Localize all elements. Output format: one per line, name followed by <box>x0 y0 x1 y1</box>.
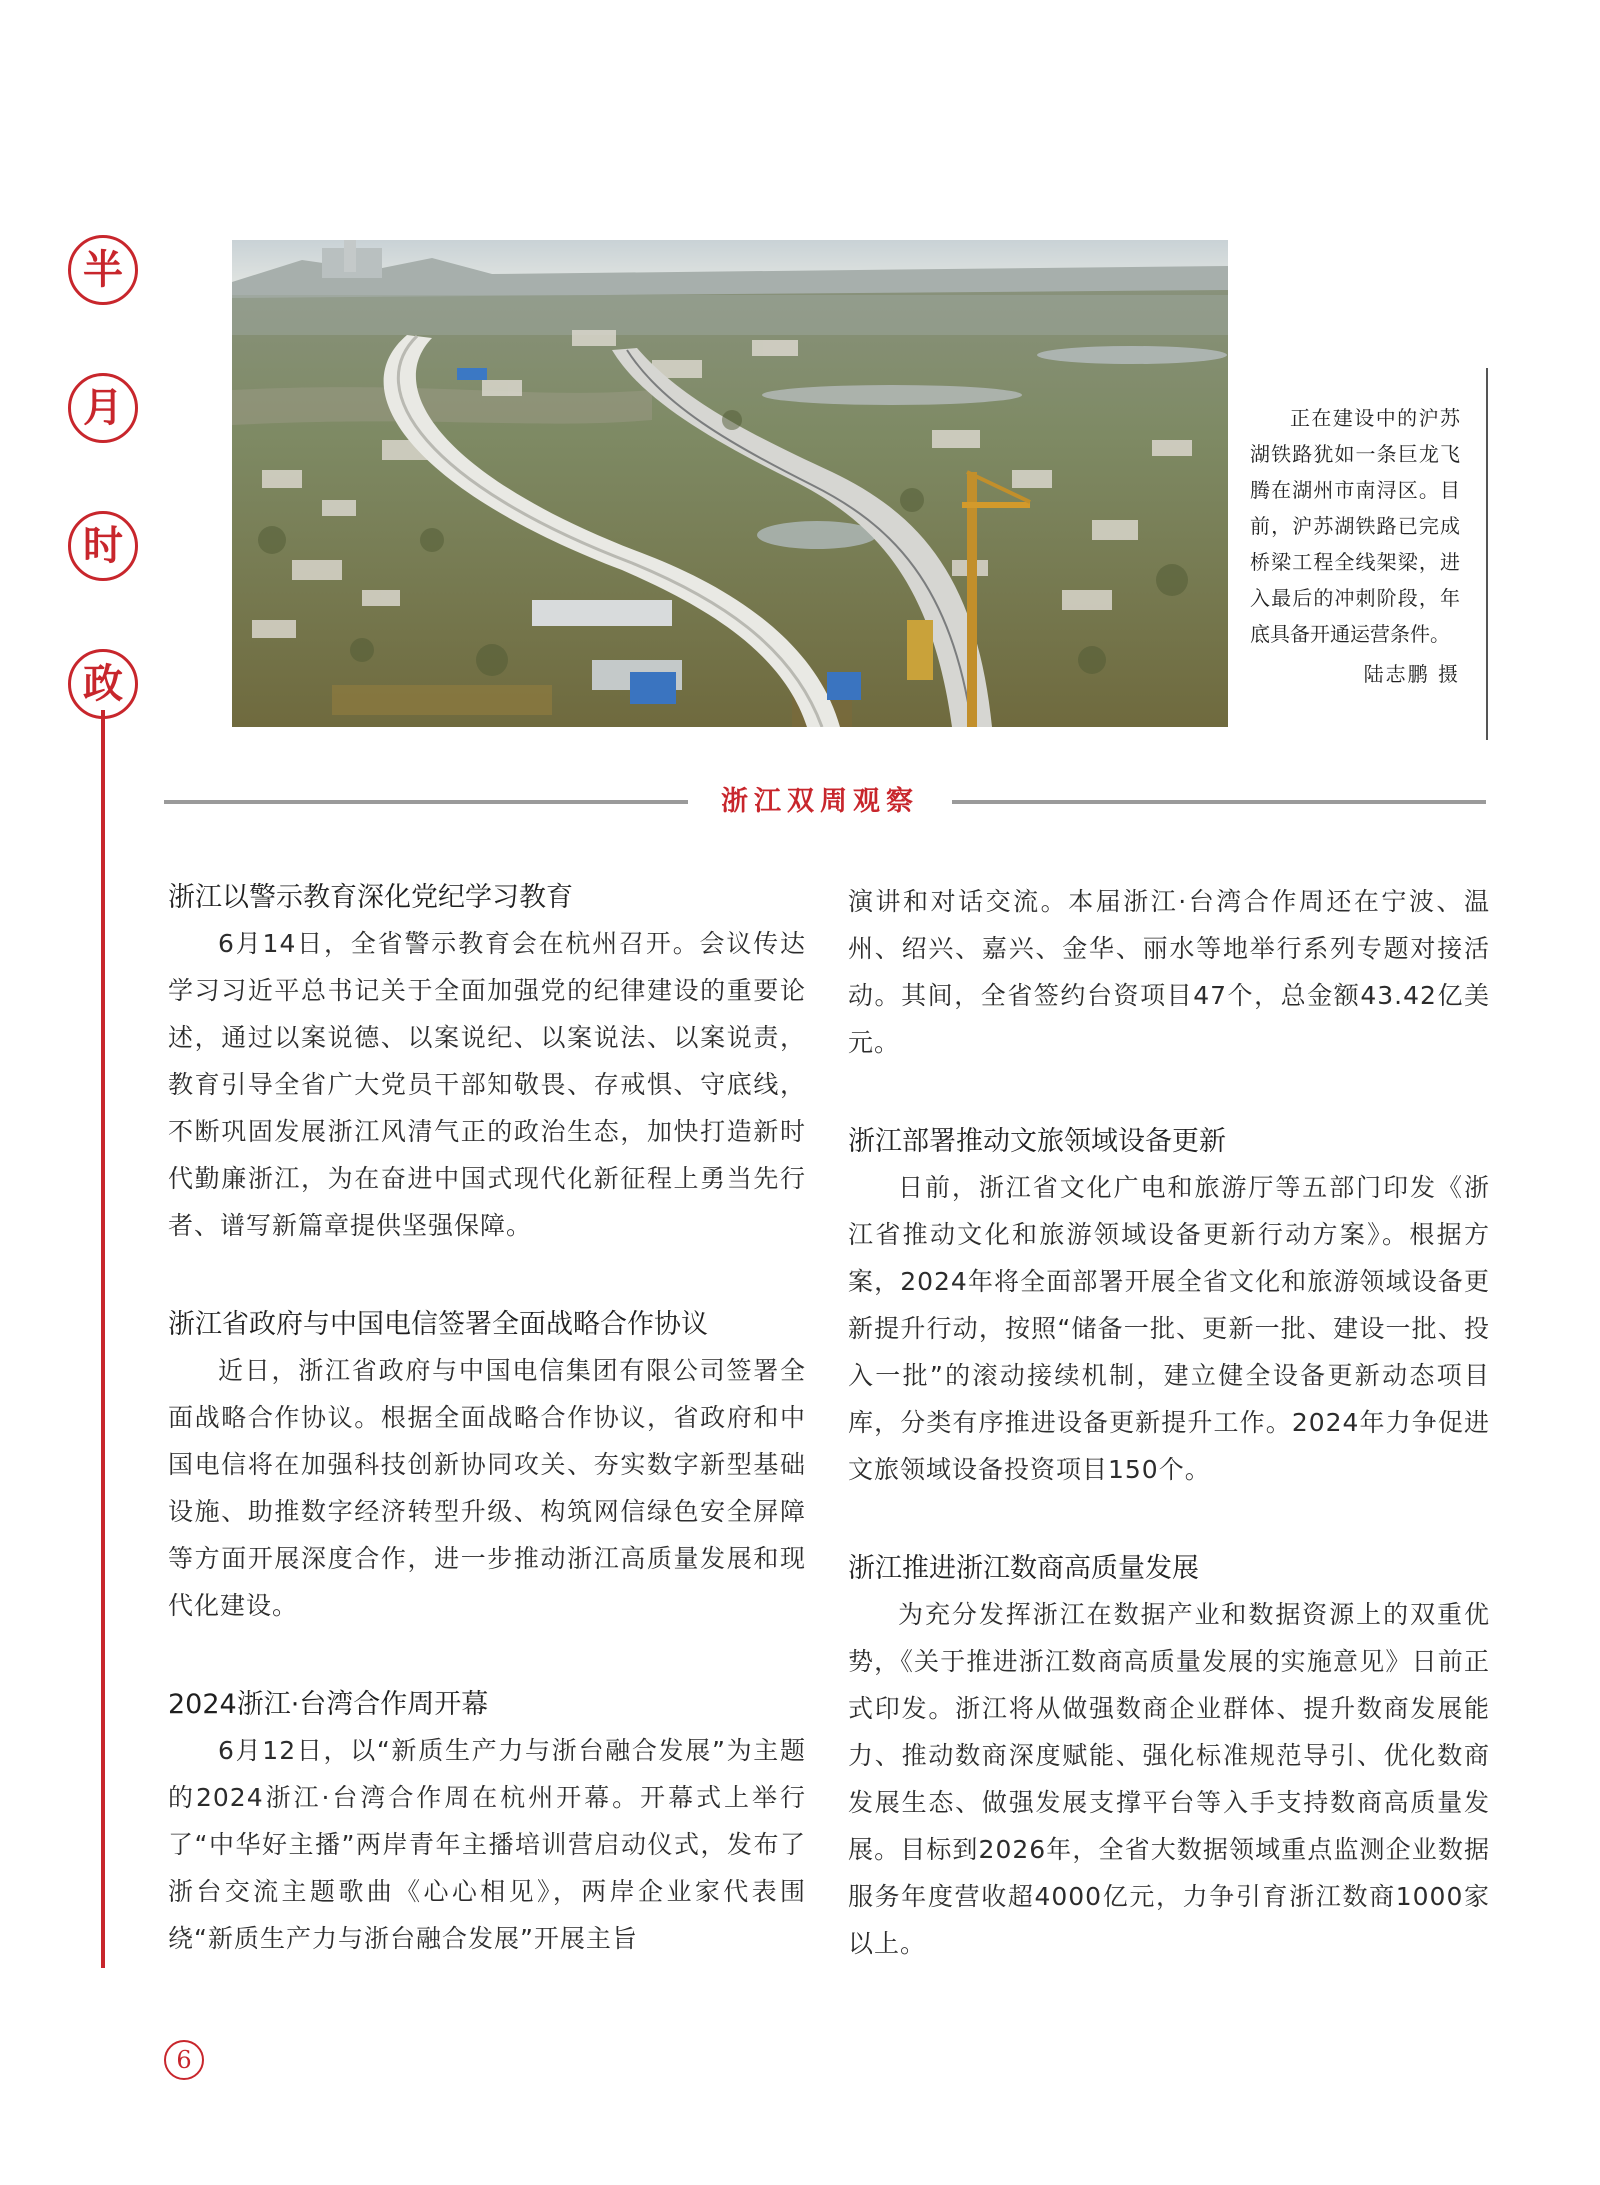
article-title: 浙江以警示教育深化党纪学习教育 <box>168 882 573 913</box>
column-title-char: 月 <box>68 373 138 443</box>
vertical-red-rule <box>101 710 105 1968</box>
article <box>168 1305 806 1629</box>
article-body: 为充分发挥浙江在数据产业和数据资源上的双重优势，《关于推进浙江数商高质量发展的实施意见》日前正式印发。浙江将从做强数商企业群体、提升数商发展能力、推动数商深度赋能、强化标准规范导引、优化数商发展生态、做强发展支撑平台等入手支持数商高质量发展。目标到2026年，全省大数据领域重点监测企业数据服务年度营收超4000亿元，力争引育浙江数商1000家以上。 <box>848 1600 1490 1958</box>
railway-photo-illustration <box>232 240 1228 727</box>
article-title: 浙江推进浙江数商高质量发展 <box>848 1553 1199 1584</box>
article-body: 6月12日，以“新质生产力与浙台融合发展”为主题的2024浙江·台湾合作周在杭州开幕。开幕式上举行了“中华好主播”两岸青年主播培训营启动仪式，发布了浙台交流主题歌曲《心心相见》，两岸企业家代表围绕“新质生产力与浙台融合发展”开展主旨 <box>168 1736 806 1953</box>
caption-divider <box>1486 368 1488 740</box>
section-title: 浙江双周观察 <box>721 786 919 817</box>
left-column <box>168 878 806 1962</box>
caption-text: 正在建设中的沪苏湖铁路犹如一条巨龙飞腾在湖州市南浔区。目前，沪苏湖铁路已完成桥梁工程全线架梁，进入最后的冲刺阶段，年底具备开通运营条件。 <box>1250 406 1460 646</box>
article-continuation: 演讲和对话交流。本届浙江·台湾合作周还在宁波、温州、绍兴、嘉兴、金华、丽水等地举行系列专题对接活动。其间，全省签约台资项目47个，总金额43.42亿美元。 <box>848 887 1490 1057</box>
column-title <box>68 235 134 787</box>
section-rule-left <box>164 800 688 804</box>
section-rule-right <box>952 800 1486 804</box>
article-body: 近日，浙江省政府与中国电信集团有限公司签署全面战略合作协议。根据全面战略合作协议，省政府和中国电信将在加强科技创新协同攻关、夯实数字新型基础设施、助推数字经济转型升级、构筑网信绿色安全屏障等方面开展深度合作，进一步推动浙江高质量发展和现代化建设。 <box>168 1356 806 1620</box>
article-body: 6月14日，全省警示教育会在杭州召开。会议传达学习习近平总书记关于全面加强党的纪律建设的重要论述，通过以案说德、以案说纪、以案说法、以案说责，教育引导全省广大党员干部知敬畏、存戒惧、守底线，不断巩固发展浙江风清气正的政治生态，加快打造新时代勤廉浙江，为在奋进中国式现代化新征程上勇当先行者、谱写新篇章提供坚强保障。 <box>168 929 806 1240</box>
right-column <box>848 878 1490 1967</box>
article-body: 日前，浙江省文化广电和旅游厅等五部门印发《浙江省推动文化和旅游领域设备更新行动方案》。根据方案，2024年将全面部署开展全省文化和旅游领域设备更新提升行动，按照“储备一批、更新一批、建设一批、投入一批”的滚动接续机制，建立健全设备更新动态项目库，分类有序推进设备更新提升工作。2024年力争促进文旅领域设备投资项目150个。 <box>848 1173 1490 1484</box>
column-title-char: 时 <box>68 511 138 581</box>
article <box>848 1122 1490 1493</box>
column-title-char: 政 <box>68 649 138 719</box>
article <box>168 878 806 1249</box>
article-title: 浙江省政府与中国电信签署全面战略合作协议 <box>168 1309 708 1340</box>
photo-credit: 陆志鹏 摄 <box>1363 662 1460 686</box>
photo-caption <box>1250 400 1460 692</box>
railway-aerial-photo <box>232 240 1228 727</box>
article <box>848 1549 1490 1967</box>
article <box>168 1685 806 1962</box>
article-title: 2024浙江·台湾合作周开幕 <box>168 1689 489 1720</box>
article-title: 浙江部署推动文旅领域设备更新 <box>848 1126 1226 1157</box>
page-number: 6 <box>164 2040 204 2080</box>
column-title-char: 半 <box>68 235 138 305</box>
